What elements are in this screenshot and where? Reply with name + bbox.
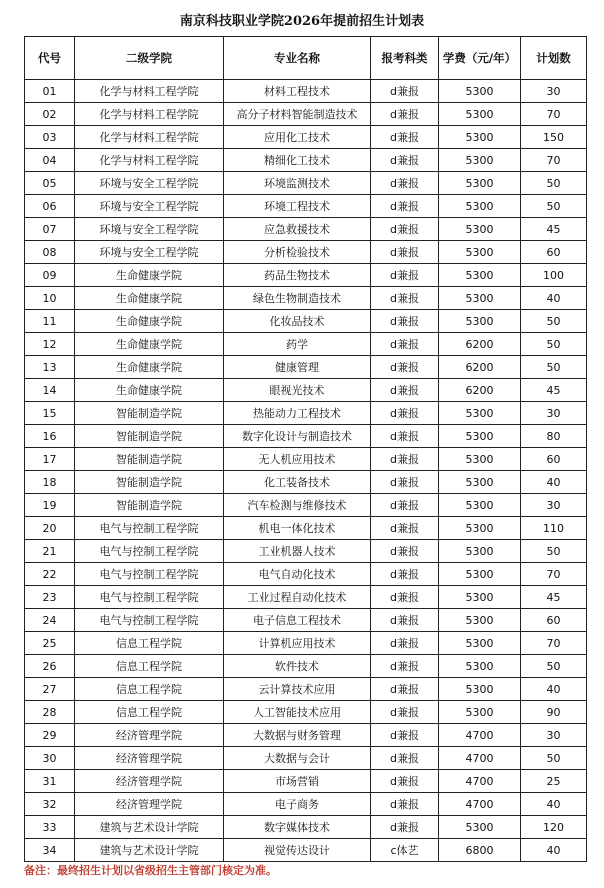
cell-major: 计算机应用技术 (224, 632, 371, 655)
cell-category: d兼报 (371, 609, 439, 632)
table-header (25, 37, 587, 80)
cell-quota: 70 (521, 103, 587, 126)
cell-category: d兼报 (371, 701, 439, 724)
cell-code: 32 (25, 793, 75, 816)
cell-major: 机电一体化技术 (224, 517, 371, 540)
table-row (25, 149, 587, 172)
cell-category: d兼报 (371, 218, 439, 241)
cell-code: 28 (25, 701, 75, 724)
cell-college: 电气与控制工程学院 (75, 586, 224, 609)
cell-college: 经济管理学院 (75, 724, 224, 747)
cell-quota: 60 (521, 609, 587, 632)
header-quota: 计划数 (521, 37, 587, 80)
cell-code: 12 (25, 333, 75, 356)
cell-college: 生命健康学院 (75, 356, 224, 379)
cell-code: 17 (25, 448, 75, 471)
cell-category: d兼报 (371, 770, 439, 793)
cell-category: d兼报 (371, 172, 439, 195)
table-row (25, 126, 587, 149)
cell-major: 电子信息工程技术 (224, 609, 371, 632)
table-row (25, 425, 587, 448)
table-row (25, 701, 587, 724)
cell-quota: 60 (521, 241, 587, 264)
footnote: 备注：最终招生计划以省级招生主管部门核定为准。 (24, 864, 277, 877)
cell-tuition: 5300 (439, 655, 521, 678)
cell-college: 智能制造学院 (75, 494, 224, 517)
cell-college: 经济管理学院 (75, 747, 224, 770)
cell-category: d兼报 (371, 333, 439, 356)
cell-category: d兼报 (371, 103, 439, 126)
header-category: 报考科类 (371, 37, 439, 80)
cell-category: d兼报 (371, 126, 439, 149)
cell-college: 建筑与艺术设计学院 (75, 839, 224, 862)
cell-code: 22 (25, 563, 75, 586)
cell-college: 智能制造学院 (75, 448, 224, 471)
cell-major: 眼视光技术 (224, 379, 371, 402)
cell-code: 06 (25, 195, 75, 218)
cell-category: d兼报 (371, 517, 439, 540)
cell-major: 健康管理 (224, 356, 371, 379)
table-row (25, 770, 587, 793)
cell-college: 经济管理学院 (75, 793, 224, 816)
cell-tuition: 6800 (439, 839, 521, 862)
cell-major: 精细化工技术 (224, 149, 371, 172)
cell-tuition: 5300 (439, 126, 521, 149)
cell-code: 30 (25, 747, 75, 770)
cell-tuition: 5300 (439, 471, 521, 494)
table-row (25, 80, 587, 103)
document-title: 南京科技职业学院2026年提前招生计划表 (179, 14, 425, 29)
cell-tuition: 4700 (439, 793, 521, 816)
cell-code: 27 (25, 678, 75, 701)
cell-tuition: 5300 (439, 425, 521, 448)
table-row (25, 241, 587, 264)
cell-college: 化学与材料工程学院 (75, 80, 224, 103)
cell-tuition: 5300 (439, 563, 521, 586)
cell-college: 化学与材料工程学院 (75, 126, 224, 149)
cell-college: 电气与控制工程学院 (75, 540, 224, 563)
table-row (25, 839, 587, 862)
header-row (25, 37, 587, 80)
cell-tuition: 5300 (439, 310, 521, 333)
cell-college: 电气与控制工程学院 (75, 609, 224, 632)
cell-tuition: 5300 (439, 609, 521, 632)
cell-category: d兼报 (371, 310, 439, 333)
cell-tuition: 5300 (439, 632, 521, 655)
cell-quota: 40 (521, 287, 587, 310)
header-major: 专业名称 (224, 37, 371, 80)
cell-quota: 50 (521, 172, 587, 195)
cell-code: 11 (25, 310, 75, 333)
cell-quota: 40 (521, 471, 587, 494)
cell-tuition: 4700 (439, 724, 521, 747)
cell-quota: 50 (521, 195, 587, 218)
cell-tuition: 5300 (439, 103, 521, 126)
table-row (25, 540, 587, 563)
cell-category: d兼报 (371, 678, 439, 701)
cell-code: 18 (25, 471, 75, 494)
table-row (25, 218, 587, 241)
cell-major: 无人机应用技术 (224, 448, 371, 471)
cell-code: 26 (25, 655, 75, 678)
cell-tuition: 5300 (439, 540, 521, 563)
cell-code: 25 (25, 632, 75, 655)
cell-college: 生命健康学院 (75, 379, 224, 402)
cell-college: 信息工程学院 (75, 701, 224, 724)
cell-tuition: 6200 (439, 356, 521, 379)
cell-college: 生命健康学院 (75, 333, 224, 356)
cell-major: 工业机器人技术 (224, 540, 371, 563)
cell-major: 数字化设计与制造技术 (224, 425, 371, 448)
cell-college: 智能制造学院 (75, 471, 224, 494)
table-row (25, 816, 587, 839)
cell-code: 07 (25, 218, 75, 241)
cell-quota: 40 (521, 839, 587, 862)
cell-major: 软件技术 (224, 655, 371, 678)
header-college: 二级学院 (75, 37, 224, 80)
cell-major: 绿色生物制造技术 (224, 287, 371, 310)
cell-category: d兼报 (371, 471, 439, 494)
table-row (25, 517, 587, 540)
cell-quota: 40 (521, 793, 587, 816)
cell-tuition: 5300 (439, 517, 521, 540)
cell-quota: 70 (521, 149, 587, 172)
cell-category: d兼报 (371, 540, 439, 563)
cell-tuition: 5300 (439, 218, 521, 241)
cell-category: d兼报 (371, 586, 439, 609)
table-row (25, 287, 587, 310)
table-row (25, 586, 587, 609)
cell-category: d兼报 (371, 724, 439, 747)
cell-code: 02 (25, 103, 75, 126)
cell-tuition: 5300 (439, 149, 521, 172)
cell-category: d兼报 (371, 379, 439, 402)
cell-quota: 25 (521, 770, 587, 793)
cell-category: d兼报 (371, 264, 439, 287)
cell-category: d兼报 (371, 425, 439, 448)
cell-quota: 60 (521, 448, 587, 471)
table-row (25, 264, 587, 287)
cell-tuition: 5300 (439, 701, 521, 724)
cell-category: d兼报 (371, 494, 439, 517)
cell-tuition: 5300 (439, 241, 521, 264)
cell-category: d兼报 (371, 287, 439, 310)
cell-major: 大数据与财务管理 (224, 724, 371, 747)
cell-quota: 45 (521, 218, 587, 241)
cell-major: 高分子材料智能制造技术 (224, 103, 371, 126)
cell-category: d兼报 (371, 195, 439, 218)
cell-code: 31 (25, 770, 75, 793)
cell-major: 材料工程技术 (224, 80, 371, 103)
cell-code: 10 (25, 287, 75, 310)
cell-tuition: 5300 (439, 448, 521, 471)
cell-category: d兼报 (371, 356, 439, 379)
cell-college: 化学与材料工程学院 (75, 103, 224, 126)
cell-category: d兼报 (371, 747, 439, 770)
cell-major: 化妆品技术 (224, 310, 371, 333)
cell-quota: 50 (521, 540, 587, 563)
cell-code: 23 (25, 586, 75, 609)
cell-college: 环境与安全工程学院 (75, 241, 224, 264)
cell-quota: 40 (521, 678, 587, 701)
table-row (25, 471, 587, 494)
cell-code: 15 (25, 402, 75, 425)
cell-quota: 90 (521, 701, 587, 724)
cell-major: 药学 (224, 333, 371, 356)
cell-quota: 70 (521, 563, 587, 586)
cell-tuition: 5300 (439, 816, 521, 839)
cell-major: 药品生物技术 (224, 264, 371, 287)
cell-quota: 120 (521, 816, 587, 839)
cell-major: 环境监测技术 (224, 172, 371, 195)
cell-tuition: 6200 (439, 379, 521, 402)
cell-major: 工业过程自动化技术 (224, 586, 371, 609)
cell-code: 14 (25, 379, 75, 402)
cell-college: 电气与控制工程学院 (75, 563, 224, 586)
table-row (25, 448, 587, 471)
table-row (25, 747, 587, 770)
cell-quota: 45 (521, 586, 587, 609)
cell-code: 03 (25, 126, 75, 149)
cell-tuition: 4700 (439, 770, 521, 793)
cell-quota: 50 (521, 655, 587, 678)
cell-quota: 50 (521, 747, 587, 770)
cell-category: d兼报 (371, 793, 439, 816)
cell-code: 19 (25, 494, 75, 517)
cell-college: 生命健康学院 (75, 310, 224, 333)
cell-code: 29 (25, 724, 75, 747)
cell-tuition: 5300 (439, 586, 521, 609)
cell-major: 视觉传达设计 (224, 839, 371, 862)
cell-tuition: 5300 (439, 195, 521, 218)
cell-college: 环境与安全工程学院 (75, 195, 224, 218)
cell-quota: 50 (521, 356, 587, 379)
cell-category: d兼报 (371, 80, 439, 103)
cell-tuition: 5300 (439, 80, 521, 103)
cell-category: c体艺 (371, 839, 439, 862)
cell-tuition: 6200 (439, 333, 521, 356)
cell-major: 人工智能技术应用 (224, 701, 371, 724)
table-row (25, 402, 587, 425)
cell-code: 13 (25, 356, 75, 379)
cell-code: 09 (25, 264, 75, 287)
cell-quota: 50 (521, 333, 587, 356)
table-row (25, 333, 587, 356)
table-row (25, 103, 587, 126)
cell-major: 环境工程技术 (224, 195, 371, 218)
cell-quota: 30 (521, 402, 587, 425)
cell-category: d兼报 (371, 402, 439, 425)
cell-quota: 70 (521, 632, 587, 655)
cell-college: 环境与安全工程学院 (75, 218, 224, 241)
cell-college: 建筑与艺术设计学院 (75, 816, 224, 839)
cell-category: d兼报 (371, 655, 439, 678)
cell-code: 24 (25, 609, 75, 632)
cell-college: 环境与安全工程学院 (75, 172, 224, 195)
table-row (25, 632, 587, 655)
cell-code: 04 (25, 149, 75, 172)
table-row (25, 609, 587, 632)
cell-college: 化学与材料工程学院 (75, 149, 224, 172)
table-body (25, 80, 587, 862)
cell-quota: 30 (521, 494, 587, 517)
cell-code: 08 (25, 241, 75, 264)
cell-quota: 110 (521, 517, 587, 540)
cell-college: 信息工程学院 (75, 678, 224, 701)
cell-tuition: 4700 (439, 747, 521, 770)
cell-quota: 100 (521, 264, 587, 287)
cell-major: 大数据与会计 (224, 747, 371, 770)
cell-college: 智能制造学院 (75, 425, 224, 448)
cell-quota: 30 (521, 724, 587, 747)
cell-tuition: 5300 (439, 494, 521, 517)
cell-quota: 45 (521, 379, 587, 402)
cell-tuition: 5300 (439, 287, 521, 310)
cell-major: 热能动力工程技术 (224, 402, 371, 425)
cell-major: 应急救援技术 (224, 218, 371, 241)
cell-quota: 150 (521, 126, 587, 149)
cell-category: d兼报 (371, 149, 439, 172)
cell-code: 01 (25, 80, 75, 103)
cell-major: 应用化工技术 (224, 126, 371, 149)
cell-major: 分析检验技术 (224, 241, 371, 264)
cell-college: 生命健康学院 (75, 287, 224, 310)
cell-category: d兼报 (371, 632, 439, 655)
cell-quota: 50 (521, 310, 587, 333)
cell-code: 20 (25, 517, 75, 540)
header-code: 代号 (25, 37, 75, 80)
table-row (25, 172, 587, 195)
cell-college: 信息工程学院 (75, 632, 224, 655)
cell-major: 云计算技术应用 (224, 678, 371, 701)
cell-major: 市场营销 (224, 770, 371, 793)
cell-tuition: 5300 (439, 678, 521, 701)
cell-college: 经济管理学院 (75, 770, 224, 793)
cell-category: d兼报 (371, 563, 439, 586)
cell-tuition: 5300 (439, 264, 521, 287)
enrollment-plan-table (24, 36, 587, 862)
cell-major: 化工装备技术 (224, 471, 371, 494)
table-row (25, 356, 587, 379)
cell-college: 智能制造学院 (75, 402, 224, 425)
cell-code: 05 (25, 172, 75, 195)
cell-college: 生命健康学院 (75, 264, 224, 287)
table-row (25, 678, 587, 701)
table-row (25, 195, 587, 218)
cell-code: 33 (25, 816, 75, 839)
cell-major: 电子商务 (224, 793, 371, 816)
cell-code: 21 (25, 540, 75, 563)
table-row (25, 310, 587, 333)
table-row (25, 563, 587, 586)
cell-quota: 30 (521, 80, 587, 103)
cell-category: d兼报 (371, 816, 439, 839)
header-tuition: 学费（元/年） (439, 37, 521, 80)
table-row (25, 494, 587, 517)
cell-category: d兼报 (371, 448, 439, 471)
cell-quota: 80 (521, 425, 587, 448)
cell-college: 电气与控制工程学院 (75, 517, 224, 540)
cell-code: 34 (25, 839, 75, 862)
cell-major: 汽车检测与维修技术 (224, 494, 371, 517)
table-row (25, 793, 587, 816)
cell-college: 信息工程学院 (75, 655, 224, 678)
cell-category: d兼报 (371, 241, 439, 264)
table-row (25, 724, 587, 747)
table-row (25, 379, 587, 402)
table-row (25, 655, 587, 678)
cell-major: 电气自动化技术 (224, 563, 371, 586)
cell-code: 16 (25, 425, 75, 448)
cell-tuition: 5300 (439, 172, 521, 195)
cell-tuition: 5300 (439, 402, 521, 425)
cell-major: 数字媒体技术 (224, 816, 371, 839)
